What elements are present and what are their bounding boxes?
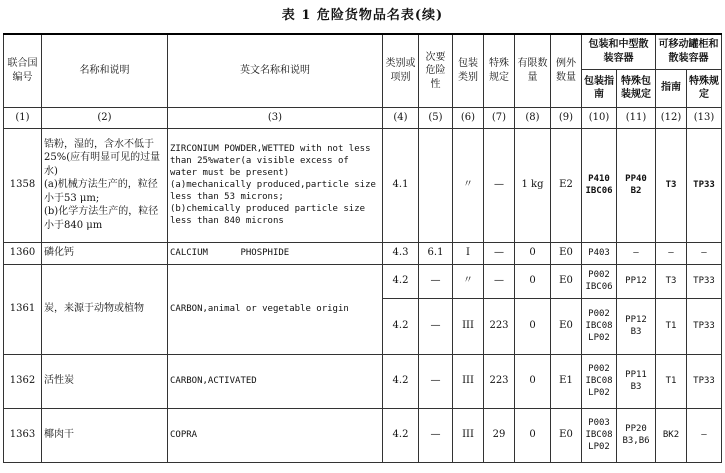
column-index: (2) [42,107,168,128]
sub-risk [419,128,453,242]
special-packing [617,128,656,242]
table-row [4,264,722,298]
header-un-number: 联合国编号 [4,34,42,107]
header-special-packing: 特殊包装规定 [617,69,656,107]
column-index: (4) [383,107,419,128]
special-packing [617,408,656,462]
code-line: PP11 [625,369,647,380]
table-title: 表 1 危险货物品名表(续) [281,8,444,23]
tank-special: TP33 [687,264,722,298]
name-cn-line: 锆粉，湿的，含水不低于25%(应有明显可见的过量水) [44,138,161,177]
code-line: LP02 [588,333,610,344]
code-line: P002 [588,308,610,319]
un-number: 1358 [4,128,42,242]
class: 4.2 [383,298,419,354]
tank-instruction: BK2 [656,408,687,462]
excepted-quantity: E0 [551,298,582,354]
class: 4.2 [383,264,419,298]
name-cn [42,128,168,242]
excepted-quantity: E0 [551,242,582,264]
tank-instruction: — [656,242,687,264]
class: 4.1 [383,128,419,242]
sub-risk: — [419,354,453,408]
header-class: 类别或项别 [383,34,419,107]
limited-quantity: 0 [515,264,551,298]
column-index: (6) [453,107,484,128]
header-excepted-quantity: 例外数量 [551,34,582,107]
special-packing [617,354,656,408]
header-portable-tanks: 可移动罐柜和散装容器 [656,34,722,69]
header-special-provisions: 特殊规定 [484,34,515,107]
code-line: IBC06 [585,282,613,292]
tank-special: TP33 [687,354,722,408]
sub-risk: 6.1 [419,242,453,264]
code-line: PP12 [625,314,647,325]
header-name-en: 英文名称和说明 [168,34,383,107]
limited-quantity: 0 [515,298,551,354]
un-number: 1363 [4,408,42,462]
excepted-quantity: E0 [551,264,582,298]
special-provisions: 29 [484,408,515,462]
name-cn: 磷化钙 [42,242,168,264]
name-cn: 椰肉干 [42,408,168,462]
column-index: (7) [484,107,515,128]
packing-instruction [582,354,617,408]
name-cn-line: (b)化学方法生产的，粒径小于840 μm [44,206,159,231]
code-line: P410 [588,173,610,184]
dangerous-goods-table [3,33,722,463]
class: 4.2 [383,408,419,462]
tank-instruction: T3 [656,264,687,298]
excepted-quantity: E1 [551,354,582,408]
column-index: (3) [168,107,383,128]
name-en: CARBON,animal or vegetable origin [168,264,383,354]
class: 4.3 [383,242,419,264]
code-line: B2 [630,186,642,196]
code-line: B3,B6 [622,436,650,446]
special-provisions: 223 [484,298,515,354]
sub-risk: — [419,408,453,462]
table-row [4,242,722,264]
table-row [4,408,722,462]
special-provisions: — [484,242,515,264]
header-packing-group: 包装类别 [453,34,484,107]
column-index: (1) [4,107,42,128]
name-en: CARBON,ACTIVATED [168,354,383,408]
column-index: (8) [515,107,551,128]
packing-group: 〃 [453,264,484,298]
table-row [4,354,722,408]
code-line: IBC08 [585,375,613,386]
code-line: PP20 [625,423,647,434]
special-packing: — [617,242,656,264]
name-cn-line: (a)机械方法生产的，粒径小于53 μm; [44,179,158,204]
name-en-line: ZIRCONIUM POWDER,WETTED with not less than 25%water(a visible excess of water must be present) [170,143,371,178]
name-cn: 活性炭 [42,354,168,408]
packing-instruction: P403 [582,242,617,264]
packing-instruction [582,408,617,462]
name-en-line: (a)mechanically produced,particle size less than 53 microns; [170,179,376,203]
header-tank-special: 特殊规定 [687,69,722,107]
header-sub-risk: 次要危险性 [419,34,453,107]
packing-group: 〃 [453,128,484,242]
excepted-quantity: E2 [551,128,582,242]
sub-risk: — [419,298,453,354]
special-packing [617,298,656,354]
code-line: P002 [588,363,610,374]
name-en-line: (b)chemically produced particle size less than 840 microns [170,204,366,227]
limited-quantity: 1 kg [515,128,551,242]
packing-group: III [453,408,484,462]
column-index: (11) [617,107,656,128]
tank-special: — [687,408,722,462]
limited-quantity: 0 [515,242,551,264]
table-row [4,128,722,242]
un-number: 1362 [4,354,42,408]
code-line: PP40 [625,173,647,184]
name-en: COPRA [168,408,383,462]
limited-quantity: 0 [515,408,551,462]
class: 4.2 [383,354,419,408]
special-provisions: 223 [484,354,515,408]
limited-quantity: 0 [515,354,551,408]
header-packaging-ibc: 包装和中型散装容器 [582,34,656,69]
special-provisions: — [484,264,515,298]
name-cn: 炭，来源于动物或植物 [42,264,168,354]
tank-instruction: T1 [656,354,687,408]
tank-special: — [687,242,722,264]
column-index: (10) [582,107,617,128]
sub-risk: — [419,264,453,298]
packing-group: III [453,298,484,354]
code-line: IBC06 [585,186,613,196]
un-number: 1361 [4,264,42,354]
header-limited-quantity: 有限数量 [515,34,551,107]
excepted-quantity: E0 [551,408,582,462]
column-index: (5) [419,107,453,128]
packing-instruction [582,298,617,354]
packing-instruction [582,128,617,242]
name-en: CALCIUM PHOSPHIDE [168,242,383,264]
header-name-cn: 名称和说明 [42,34,168,107]
packing-group: III [453,354,484,408]
code-line: P002 [588,269,610,280]
code-line: B3 [630,382,642,392]
tank-special: TP33 [687,298,722,354]
tank-instruction: T1 [656,298,687,354]
special-packing: PP12 [617,264,656,298]
tank-instruction: T3 [656,128,687,242]
name-en [168,128,383,242]
code-line: P003 [588,417,610,428]
code-line: B3 [630,327,642,337]
packing-instruction [582,264,617,298]
header-packing-instruction: 包装指南 [582,69,617,107]
code-line: IBC08 [585,429,613,440]
code-line: LP02 [588,442,610,453]
code-line: LP02 [588,388,610,399]
tank-special: TP33 [687,128,722,242]
special-provisions: — [484,128,515,242]
column-index: (9) [551,107,582,128]
column-index: (12) [656,107,687,128]
packing-group: I [453,242,484,264]
code-line: IBC08 [585,320,613,331]
header-tank-instruction: 指南 [656,69,687,107]
un-number: 1360 [4,242,42,264]
column-index: (13) [687,107,722,128]
